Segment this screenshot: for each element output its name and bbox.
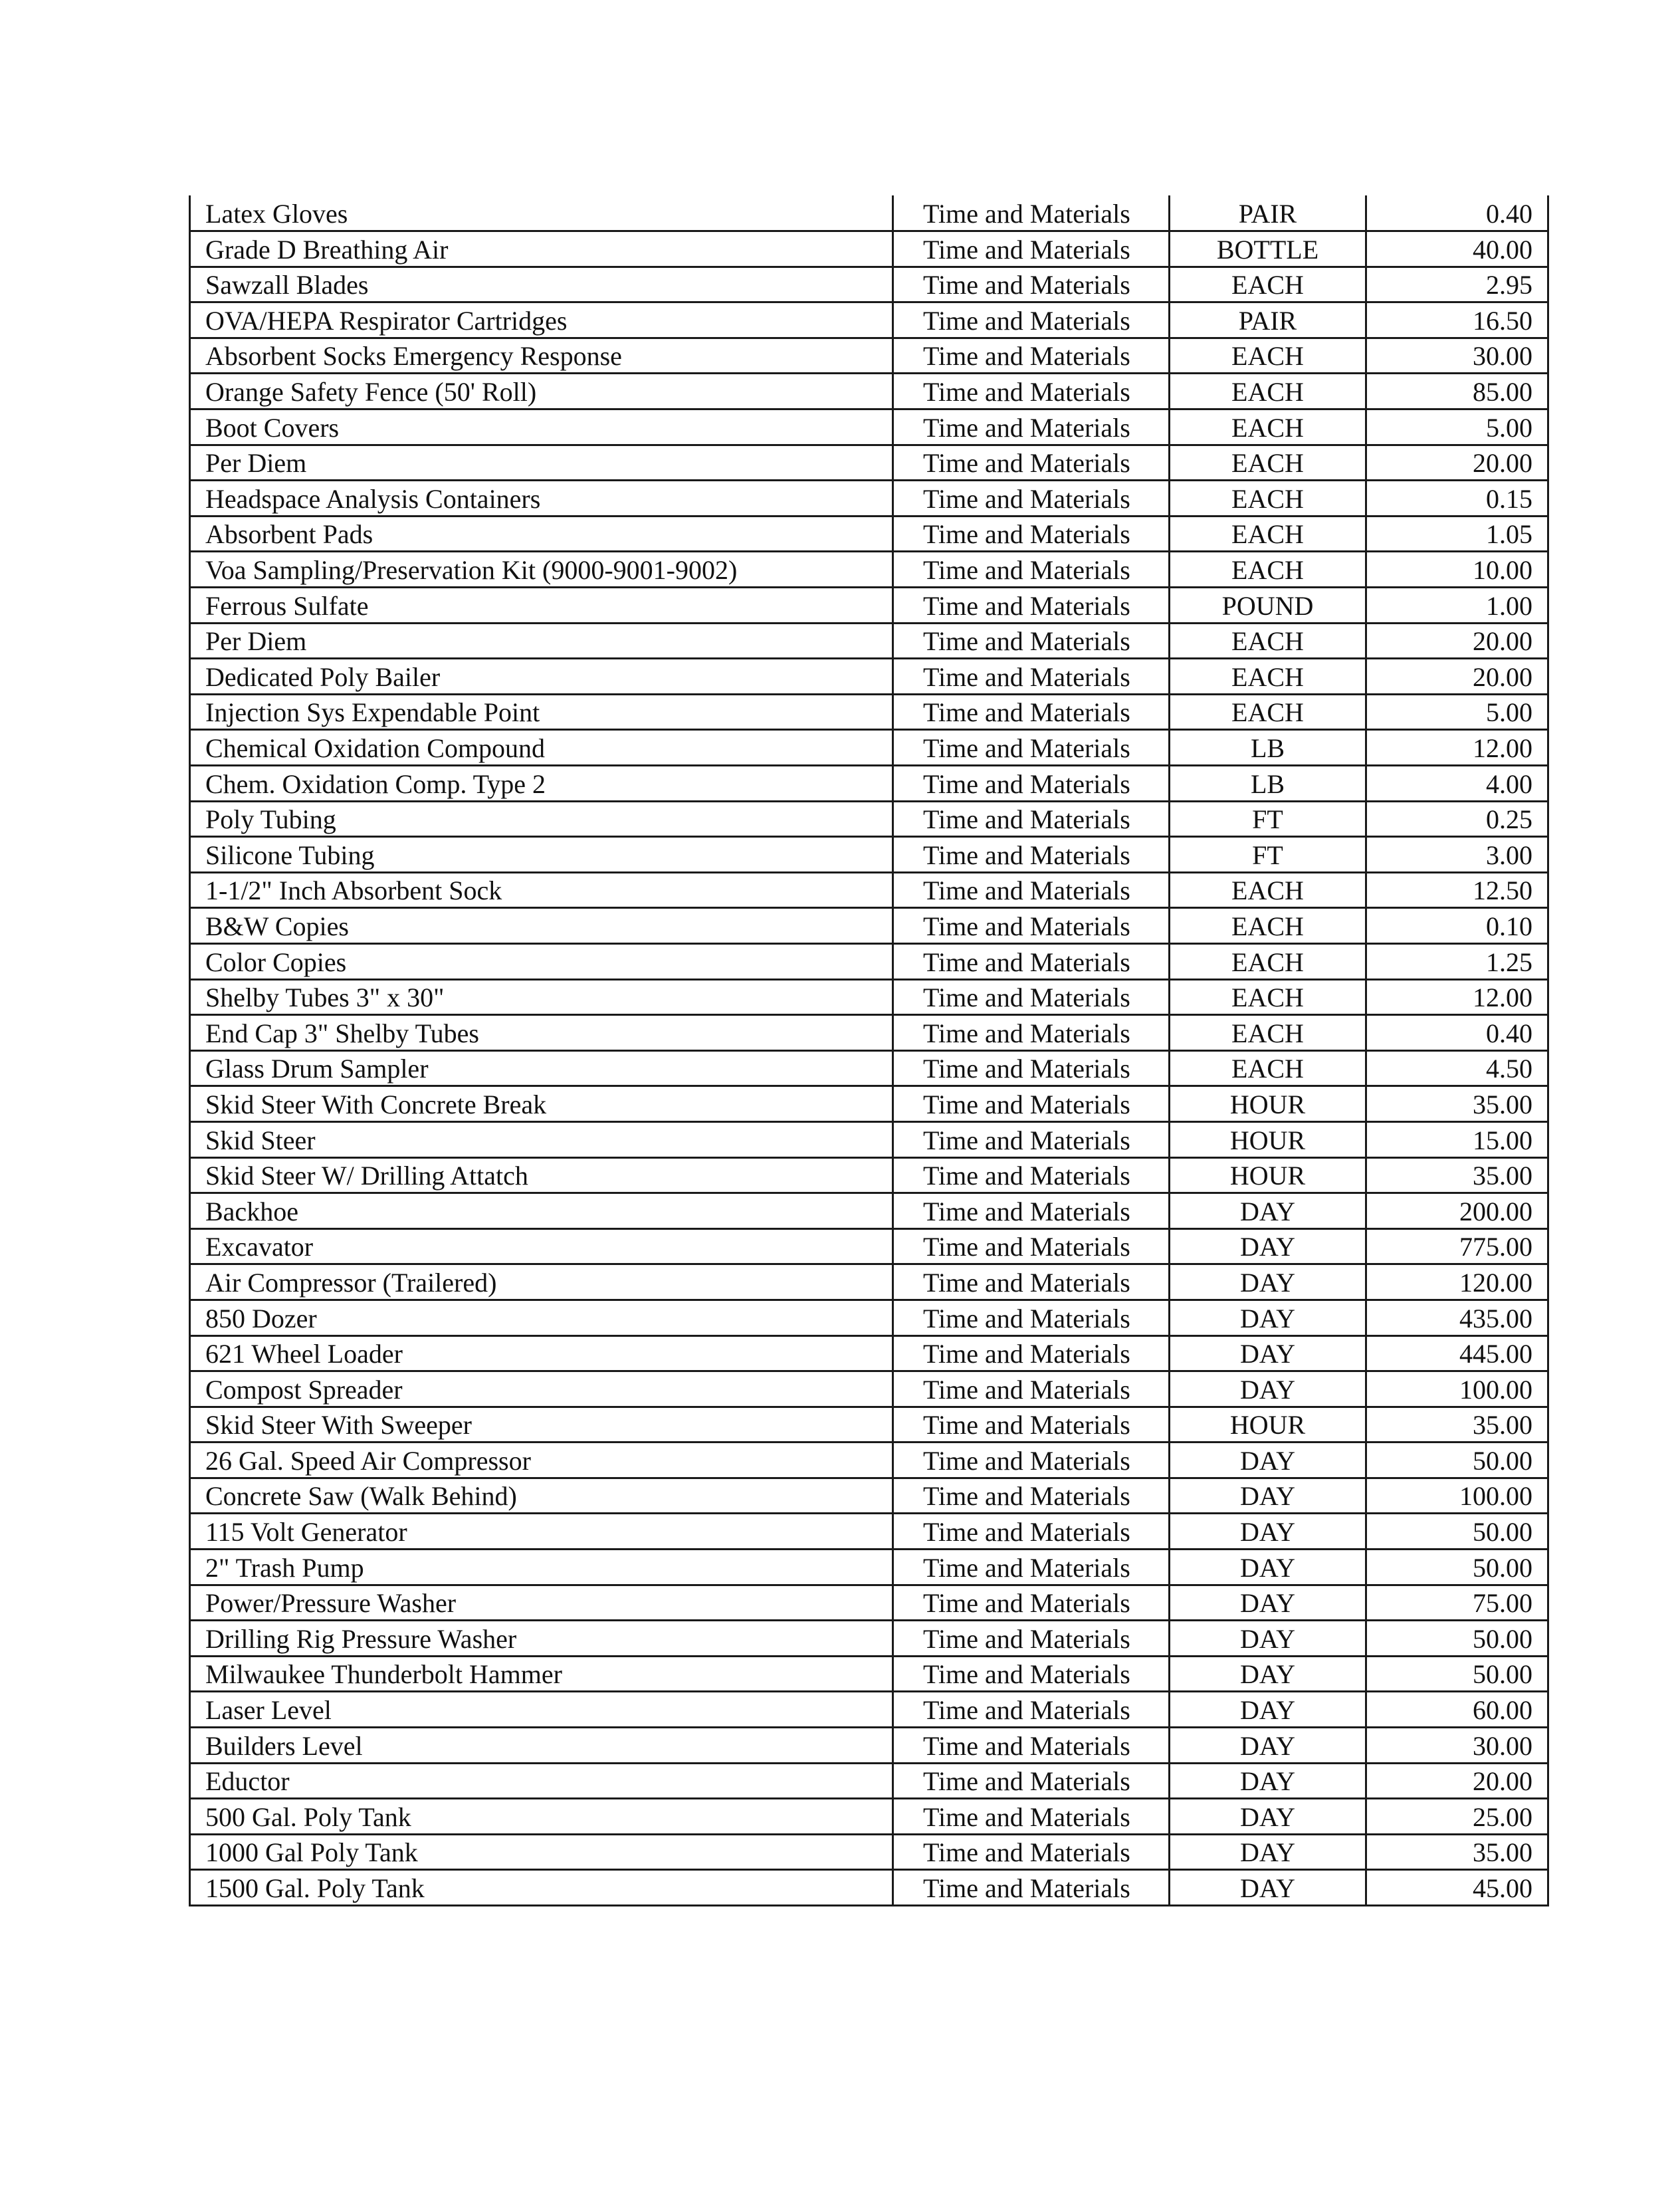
billing-type: Time and Materials: [893, 1086, 1170, 1122]
table-row: [190, 801, 1548, 837]
billing-type: Time and Materials: [893, 1799, 1170, 1835]
unit-of-measure: EACH: [1170, 872, 1366, 908]
unit-rate: 775.00: [1366, 1228, 1548, 1264]
unit-rate: 0.10: [1366, 908, 1548, 944]
table-row: [190, 409, 1548, 445]
unit-of-measure: POUND: [1170, 588, 1366, 624]
unit-rate: 0.40: [1366, 195, 1548, 231]
table-row: [190, 1335, 1548, 1371]
billing-type: Time and Materials: [893, 445, 1170, 481]
billing-type: Time and Materials: [893, 516, 1170, 552]
unit-of-measure: EACH: [1170, 979, 1366, 1015]
unit-of-measure: HOUR: [1170, 1407, 1366, 1442]
table-row: [190, 872, 1548, 908]
billing-type: Time and Materials: [893, 1478, 1170, 1514]
billing-type: Time and Materials: [893, 552, 1170, 588]
table-row: [190, 1514, 1548, 1550]
unit-rate: 445.00: [1366, 1335, 1548, 1371]
table-row: [190, 1193, 1548, 1229]
item-description: Injection Sys Expendable Point: [190, 694, 893, 730]
table-row: [190, 302, 1548, 338]
table-row: [190, 1763, 1548, 1799]
unit-rate: 12.50: [1366, 872, 1548, 908]
item-description: Boot Covers: [190, 409, 893, 445]
table-row: [190, 445, 1548, 481]
unit-rate: 75.00: [1366, 1585, 1548, 1621]
unit-of-measure: EACH: [1170, 374, 1366, 409]
table-row: [190, 1050, 1548, 1086]
item-description: Shelby Tubes 3" x 30": [190, 979, 893, 1015]
unit-of-measure: HOUR: [1170, 1157, 1366, 1193]
unit-rate: 100.00: [1366, 1371, 1548, 1407]
unit-rate: 1.25: [1366, 943, 1548, 979]
unit-rate: 435.00: [1366, 1300, 1548, 1335]
billing-type: Time and Materials: [893, 267, 1170, 302]
unit-of-measure: EACH: [1170, 338, 1366, 374]
table-row: [190, 1834, 1548, 1870]
unit-of-measure: EACH: [1170, 659, 1366, 695]
item-description: Color Copies: [190, 943, 893, 979]
unit-of-measure: DAY: [1170, 1763, 1366, 1799]
table-row: [190, 1728, 1548, 1764]
table-row: [190, 1264, 1548, 1300]
unit-of-measure: EACH: [1170, 481, 1366, 517]
unit-rate: 1.00: [1366, 588, 1548, 624]
unit-of-measure: DAY: [1170, 1550, 1366, 1585]
billing-type: Time and Materials: [893, 302, 1170, 338]
billing-type: Time and Materials: [893, 694, 1170, 730]
unit-of-measure: PAIR: [1170, 302, 1366, 338]
unit-rate: 50.00: [1366, 1656, 1548, 1692]
table-row: [190, 837, 1548, 873]
billing-type: Time and Materials: [893, 872, 1170, 908]
billing-type: Time and Materials: [893, 979, 1170, 1015]
item-description: End Cap 3" Shelby Tubes: [190, 1015, 893, 1051]
item-description: Silicone Tubing: [190, 837, 893, 873]
unit-rate: 100.00: [1366, 1478, 1548, 1514]
item-description: Backhoe: [190, 1193, 893, 1229]
unit-of-measure: DAY: [1170, 1692, 1366, 1728]
unit-rate: 12.00: [1366, 730, 1548, 766]
unit-rate: 40.00: [1366, 231, 1548, 267]
unit-rate: 2.95: [1366, 267, 1548, 302]
billing-type: Time and Materials: [893, 1870, 1170, 1906]
unit-rate: 50.00: [1366, 1550, 1548, 1585]
unit-of-measure: DAY: [1170, 1621, 1366, 1657]
unit-of-measure: EACH: [1170, 267, 1366, 302]
billing-type: Time and Materials: [893, 623, 1170, 659]
item-description: Sawzall Blades: [190, 267, 893, 302]
billing-type: Time and Materials: [893, 338, 1170, 374]
billing-type: Time and Materials: [893, 1514, 1170, 1550]
table-row: [190, 979, 1548, 1015]
unit-of-measure: DAY: [1170, 1300, 1366, 1335]
unit-of-measure: EACH: [1170, 694, 1366, 730]
unit-rate: 85.00: [1366, 374, 1548, 409]
unit-rate: 12.00: [1366, 979, 1548, 1015]
unit-of-measure: FT: [1170, 837, 1366, 873]
rate-table: [189, 195, 1549, 1906]
unit-rate: 45.00: [1366, 1870, 1548, 1906]
unit-rate: 50.00: [1366, 1442, 1548, 1478]
billing-type: Time and Materials: [893, 1015, 1170, 1051]
billing-type: Time and Materials: [893, 1656, 1170, 1692]
item-description: Skid Steer W/ Drilling Attatch: [190, 1157, 893, 1193]
billing-type: Time and Materials: [893, 1407, 1170, 1442]
table-row: [190, 338, 1548, 374]
unit-of-measure: FT: [1170, 801, 1366, 837]
table-row: [190, 552, 1548, 588]
item-description: Grade D Breathing Air: [190, 231, 893, 267]
billing-type: Time and Materials: [893, 943, 1170, 979]
unit-rate: 35.00: [1366, 1086, 1548, 1122]
unit-of-measure: DAY: [1170, 1264, 1366, 1300]
unit-of-measure: DAY: [1170, 1514, 1366, 1550]
billing-type: Time and Materials: [893, 231, 1170, 267]
billing-type: Time and Materials: [893, 1763, 1170, 1799]
billing-type: Time and Materials: [893, 730, 1170, 766]
unit-rate: 35.00: [1366, 1157, 1548, 1193]
billing-type: Time and Materials: [893, 1550, 1170, 1585]
table-row: [190, 659, 1548, 695]
item-description: 1500 Gal. Poly Tank: [190, 1870, 893, 1906]
billing-type: Time and Materials: [893, 481, 1170, 517]
unit-rate: 10.00: [1366, 552, 1548, 588]
item-description: Milwaukee Thunderbolt Hammer: [190, 1656, 893, 1692]
unit-of-measure: BOTTLE: [1170, 231, 1366, 267]
unit-of-measure: DAY: [1170, 1478, 1366, 1514]
unit-of-measure: DAY: [1170, 1834, 1366, 1870]
item-description: Skid Steer With Sweeper: [190, 1407, 893, 1442]
rate-table-body: [190, 195, 1548, 1906]
unit-rate: 0.25: [1366, 801, 1548, 837]
unit-of-measure: DAY: [1170, 1193, 1366, 1229]
billing-type: Time and Materials: [893, 588, 1170, 624]
item-description: 115 Volt Generator: [190, 1514, 893, 1550]
unit-of-measure: EACH: [1170, 908, 1366, 944]
unit-of-measure: LB: [1170, 730, 1366, 766]
unit-of-measure: EACH: [1170, 1015, 1366, 1051]
unit-of-measure: DAY: [1170, 1870, 1366, 1906]
unit-rate: 30.00: [1366, 1728, 1548, 1764]
item-description: Headspace Analysis Containers: [190, 481, 893, 517]
billing-type: Time and Materials: [893, 801, 1170, 837]
table-row: [190, 374, 1548, 409]
unit-rate: 25.00: [1366, 1799, 1548, 1835]
item-description: Air Compressor (Trailered): [190, 1264, 893, 1300]
table-row: [190, 1692, 1548, 1728]
unit-rate: 50.00: [1366, 1514, 1548, 1550]
table-row: [190, 943, 1548, 979]
unit-rate: 35.00: [1366, 1834, 1548, 1870]
unit-rate: 20.00: [1366, 1763, 1548, 1799]
item-description: Orange Safety Fence (50' Roll): [190, 374, 893, 409]
unit-of-measure: EACH: [1170, 445, 1366, 481]
item-description: Compost Spreader: [190, 1371, 893, 1407]
unit-of-measure: EACH: [1170, 516, 1366, 552]
item-description: Per Diem: [190, 445, 893, 481]
billing-type: Time and Materials: [893, 1264, 1170, 1300]
unit-of-measure: LB: [1170, 766, 1366, 802]
billing-type: Time and Materials: [893, 1121, 1170, 1157]
table-row: [190, 1228, 1548, 1264]
table-row: [190, 1478, 1548, 1514]
item-description: Absorbent Socks Emergency Response: [190, 338, 893, 374]
billing-type: Time and Materials: [893, 908, 1170, 944]
table-row: [190, 623, 1548, 659]
unit-of-measure: DAY: [1170, 1728, 1366, 1764]
item-description: B&W Copies: [190, 908, 893, 944]
unit-rate: 120.00: [1366, 1264, 1548, 1300]
unit-rate: 0.15: [1366, 481, 1548, 517]
unit-of-measure: HOUR: [1170, 1086, 1366, 1122]
billing-type: Time and Materials: [893, 1335, 1170, 1371]
unit-of-measure: EACH: [1170, 1050, 1366, 1086]
unit-of-measure: DAY: [1170, 1799, 1366, 1835]
unit-of-measure: DAY: [1170, 1442, 1366, 1478]
table-row: [190, 481, 1548, 517]
billing-type: Time and Materials: [893, 1585, 1170, 1621]
unit-rate: 200.00: [1366, 1193, 1548, 1229]
table-row: [190, 516, 1548, 552]
table-row: [190, 1371, 1548, 1407]
table-row: [190, 1121, 1548, 1157]
unit-of-measure: EACH: [1170, 943, 1366, 979]
item-description: Concrete Saw (Walk Behind): [190, 1478, 893, 1514]
table-row: [190, 231, 1548, 267]
unit-of-measure: DAY: [1170, 1585, 1366, 1621]
item-description: Laser Level: [190, 1692, 893, 1728]
table-row: [190, 1442, 1548, 1478]
item-description: Drilling Rig Pressure Washer: [190, 1621, 893, 1657]
item-description: 1-1/2" Inch Absorbent Sock: [190, 872, 893, 908]
billing-type: Time and Materials: [893, 1621, 1170, 1657]
unit-of-measure: HOUR: [1170, 1121, 1366, 1157]
item-description: Per Diem: [190, 623, 893, 659]
unit-rate: 50.00: [1366, 1621, 1548, 1657]
unit-of-measure: EACH: [1170, 552, 1366, 588]
unit-of-measure: EACH: [1170, 623, 1366, 659]
unit-rate: 20.00: [1366, 623, 1548, 659]
item-description: Power/Pressure Washer: [190, 1585, 893, 1621]
item-description: 621 Wheel Loader: [190, 1335, 893, 1371]
table-row: [190, 1621, 1548, 1657]
item-description: Latex Gloves: [190, 195, 893, 231]
unit-of-measure: DAY: [1170, 1371, 1366, 1407]
unit-rate: 35.00: [1366, 1407, 1548, 1442]
unit-rate: 1.05: [1366, 516, 1548, 552]
unit-rate: 5.00: [1366, 409, 1548, 445]
unit-rate: 60.00: [1366, 1692, 1548, 1728]
billing-type: Time and Materials: [893, 1692, 1170, 1728]
billing-type: Time and Materials: [893, 374, 1170, 409]
billing-type: Time and Materials: [893, 766, 1170, 802]
item-description: Ferrous Sulfate: [190, 588, 893, 624]
table-row: [190, 1585, 1548, 1621]
item-description: Glass Drum Sampler: [190, 1050, 893, 1086]
item-description: Skid Steer: [190, 1121, 893, 1157]
table-row: [190, 1407, 1548, 1442]
item-description: 2" Trash Pump: [190, 1550, 893, 1585]
unit-of-measure: DAY: [1170, 1228, 1366, 1264]
item-description: Builders Level: [190, 1728, 893, 1764]
billing-type: Time and Materials: [893, 1157, 1170, 1193]
item-description: Dedicated Poly Bailer: [190, 659, 893, 695]
unit-of-measure: DAY: [1170, 1656, 1366, 1692]
item-description: Chem. Oxidation Comp. Type 2: [190, 766, 893, 802]
billing-type: Time and Materials: [893, 659, 1170, 695]
table-row: [190, 195, 1548, 231]
unit-of-measure: DAY: [1170, 1335, 1366, 1371]
billing-type: Time and Materials: [893, 195, 1170, 231]
table-row: [190, 694, 1548, 730]
unit-of-measure: PAIR: [1170, 195, 1366, 231]
item-description: OVA/HEPA Respirator Cartridges: [190, 302, 893, 338]
table-row: [190, 1799, 1548, 1835]
unit-rate: 16.50: [1366, 302, 1548, 338]
table-row: [190, 1656, 1548, 1692]
billing-type: Time and Materials: [893, 1228, 1170, 1264]
billing-type: Time and Materials: [893, 1300, 1170, 1335]
table-row: [190, 588, 1548, 624]
table-row: [190, 1550, 1548, 1585]
table-row: [190, 1300, 1548, 1335]
item-description: 1000 Gal Poly Tank: [190, 1834, 893, 1870]
table-row: [190, 766, 1548, 802]
table-row: [190, 908, 1548, 944]
item-description: Excavator: [190, 1228, 893, 1264]
unit-rate: 30.00: [1366, 338, 1548, 374]
unit-rate: 20.00: [1366, 445, 1548, 481]
unit-rate: 0.40: [1366, 1015, 1548, 1051]
billing-type: Time and Materials: [893, 1371, 1170, 1407]
billing-type: Time and Materials: [893, 1050, 1170, 1086]
item-description: Absorbent Pads: [190, 516, 893, 552]
item-description: 26 Gal. Speed Air Compressor: [190, 1442, 893, 1478]
unit-of-measure: EACH: [1170, 409, 1366, 445]
table-row: [190, 1157, 1548, 1193]
item-description: Chemical Oxidation Compound: [190, 730, 893, 766]
billing-type: Time and Materials: [893, 1442, 1170, 1478]
billing-type: Time and Materials: [893, 409, 1170, 445]
billing-type: Time and Materials: [893, 1728, 1170, 1764]
unit-rate: 3.00: [1366, 837, 1548, 873]
table-row: [190, 730, 1548, 766]
unit-rate: 5.00: [1366, 694, 1548, 730]
item-description: 850 Dozer: [190, 1300, 893, 1335]
item-description: Poly Tubing: [190, 801, 893, 837]
unit-rate: 4.50: [1366, 1050, 1548, 1086]
item-description: Skid Steer With Concrete Break: [190, 1086, 893, 1122]
item-description: Eductor: [190, 1763, 893, 1799]
table-row: [190, 1870, 1548, 1906]
billing-type: Time and Materials: [893, 837, 1170, 873]
table-row: [190, 1086, 1548, 1122]
item-description: Voa Sampling/Preservation Kit (9000-9001-9002): [190, 552, 893, 588]
billing-type: Time and Materials: [893, 1834, 1170, 1870]
item-description: 500 Gal. Poly Tank: [190, 1799, 893, 1835]
table-row: [190, 267, 1548, 302]
unit-rate: 4.00: [1366, 766, 1548, 802]
unit-rate: 20.00: [1366, 659, 1548, 695]
unit-rate: 15.00: [1366, 1121, 1548, 1157]
billing-type: Time and Materials: [893, 1193, 1170, 1229]
table-row: [190, 1015, 1548, 1051]
